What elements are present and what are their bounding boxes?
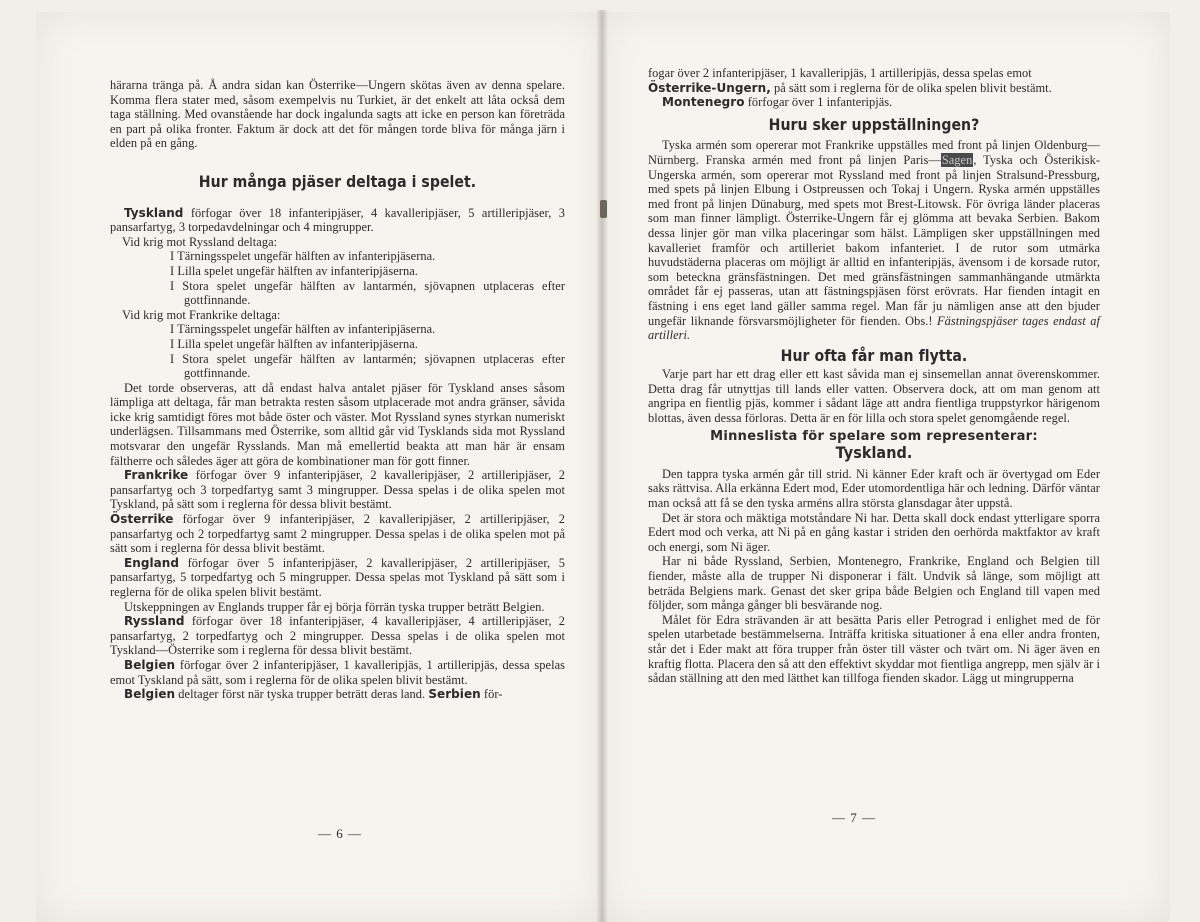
moves-paragraph: Varje part har ett drag eller ett kast såvida man ej sinsemellan annat överenskommer. Detta drag får utnyttjas till lands eller vatten. Observera dock, att om man genom att angripa en fientlig pjäs, kommer i sådant läge att andra fientliga truppstyrkor härigenom blottas, även dessa förloras. Detta är en för lilla och stora spelet genomgående regel. xyxy=(648,367,1100,426)
belgien-lead-2: Belgien xyxy=(124,687,176,702)
list-item: I Lilla spelet ungefär hälften av infanteripjäserna. xyxy=(170,263,418,278)
belgien-serbien-paragraph xyxy=(110,687,565,702)
belgien-text-2: deltager först när tyska trupper beträtt deras land. xyxy=(175,687,429,702)
osterrike-paragraph xyxy=(110,512,565,556)
heading-setup: Huru sker uppställningen? xyxy=(768,114,980,134)
tyskland-lead: Tyskland xyxy=(124,205,184,220)
osterrike-ungern-line xyxy=(648,81,1100,96)
list-item: I Tärningsspelet ungefär hälften av infanteripjäserna. xyxy=(170,249,436,264)
list-item: I Lilla spelet ungefär hälften av infanteripjäserna. xyxy=(170,336,418,351)
observeras-paragraph: Det torde observeras, att då endast halva antalet pjäser för Tyskland anses såsom lämpliga att deltaga, får man betrakta resten såsom utplacerade mot andra gränser, såvida icke krig samtidigt föres mot både öster och väster. Mot Ryssland synes styrkan numeriskt underlägsen. Tillsammans med Österrike, som alltid går vid Tysklands sida mot Ryssland motsvarar den ungefär Rysslands. Man må emellertid beakta att man här är ensam fältherre och således äger att göra de kombinationer man för gott finner. xyxy=(110,380,565,468)
book-gutter xyxy=(596,10,608,922)
list-item: I Tärningsspelet ungefär hälften av infanteripjäserna. xyxy=(170,322,436,337)
tyskland-paragraph xyxy=(110,206,565,235)
utskeppning-paragraph: Utskeppningen av Englands trupper får ej börja förrän tyska trupper beträtt Belgien. xyxy=(124,599,545,614)
list-item: I Stora spelet ungefär hälften av lantarmén, sjövapnen utplaceras efter gottfinnande. xyxy=(170,278,565,308)
memo-paragraph-1: Den tappra tyska armén går till strid. Ni känner Eder kraft och är övertygad om Eder saks rättvisa. Alla erkänna Edert mod, Eder utomordentliga här och ledning. Därför väntar man också att få se den tyska arméns allra största glansdagar åter uppstå. xyxy=(648,466,1100,511)
highlighted-word: Sagen xyxy=(941,152,973,167)
belgien-lead: Belgien xyxy=(124,657,176,672)
osterrike-text: förfogar över 9 infanteripjäser, 2 kavalleripjäser, 2 artilleripjäser, 2 pansarfartyg och 2 torpedfartyg samt 2 mingrupper. Dessa spelas i de olika spelen mot på sätt som i reglerna för dessa blivit bestämt. xyxy=(110,512,565,556)
osterrike-lead: Österrike xyxy=(110,512,174,527)
memo-paragraph-3: Har ni både Ryssland, Serbien, Montenegro, Frankrike, England och Belgien till fiender, måste alla de trupper Ni disponerar i fält. Undvik så länge, som möjligt att beträda Belgiens mark. Genast det sker gripa både Belgien och England till vapen med följder, som många gånger bli besvärande nog. xyxy=(648,554,1100,613)
england-lead: England xyxy=(124,555,180,570)
memo-paragraph-4: Målet för Edra strävanden är att besätta Paris eller Petrograd i enlighet med de för spelen utarbetade bestämmelserna. Inträffa kritiska situationer å ena eller andra fronten, står det i Eder makt att föra trupper från öster till väster och tvärt om. Ni äger även en kraftig flotta. Placera den så att den effektivt skyddar mot fientliga angrepp, men själv är i sådan ställning att den med lätthet kan tillfoga fienden skador. Lägg ut mingrupperna xyxy=(648,612,1100,686)
belgien-text: förfogar över 2 infanteripjäser, 1 kavalleripjäs, 1 artilleripjäs, dessa spelas emot Tyskland på sätt, som i reglerna för de olika spelen blivit bestämt. xyxy=(110,657,565,687)
page-number-left: — 6 — xyxy=(318,826,362,841)
setup-paragraph xyxy=(648,138,1100,342)
serbien-continued: fogar över 2 infanteripjäser, 1 kavalleripjäs, 1 artilleripjäs, dessa spelas emot xyxy=(648,66,1032,80)
frankrike-lead: Frankrike xyxy=(124,468,189,483)
frankrike-paragraph xyxy=(110,468,565,512)
setup-note: Fästningspjäser tages endast af artilleri. xyxy=(648,313,1101,343)
memo-heading: Minneslista för spelare som representerar: xyxy=(710,428,1038,444)
belgien-paragraph xyxy=(110,658,565,687)
heading-pieces: Hur många pjäser deltaga i spelet. xyxy=(198,171,477,191)
serbien-lead: Serbien xyxy=(428,687,481,702)
frankrike-list xyxy=(170,322,565,380)
serbien-text: för- xyxy=(480,687,503,702)
ryssland-list xyxy=(170,249,565,307)
setup-text-a: Tyska armén som opererar mot Frankrike uppställes med front på linjen Oldenburg—Nürnberg. Franska armén med front på linjen Paris— xyxy=(648,138,1100,167)
heading-moves: Hur ofta får man flytta. xyxy=(780,345,968,365)
ryssland-lead: Ryssland xyxy=(124,614,185,629)
ryssland-paragraph xyxy=(110,614,565,658)
osterrike-ungern-text: på sätt som i reglerna för de olika spelen blivit bestämt. xyxy=(770,80,1052,95)
tyskland-heading: Tyskland. xyxy=(835,443,913,463)
staple xyxy=(600,200,607,218)
right-page-text xyxy=(648,66,1100,686)
montenegro-lead: Montenegro xyxy=(662,95,745,110)
left-page-text xyxy=(110,78,565,702)
tyskland-text: förfogar över 18 infanteripjäser, 4 kavalleripjäser, 5 artilleripjäser, 3 pansarfartyg, 3 torpedavdelningar och 4 mingrupper. xyxy=(110,205,565,235)
montenegro-line xyxy=(648,95,1100,110)
page-number-right: — 7 — xyxy=(832,810,876,825)
memo-paragraph-2: Det är stora och mäktiga motståndare Ni har. Detta skall dock endast ytterligare sporra Edert mod och verka, att Ni på en gång kastar i striden den oerhörda maktfaktor av kraft och energi, som Ni äger. xyxy=(648,510,1100,554)
intro-paragraph: härarna tränga på. Å andra sidan kan Österrike—Ungern skötas även av denna spelare. Komma flera stater med, såsom exempelvis nu Turkiet, är det enkelt att låta också dem taga ställning. Med ovanstående har dock ingalunda sagts att icke en person kan företräda en part på olika fronter. Faktum är dock att det för mången torde bliva för många järn i elden på en gång. xyxy=(110,78,565,151)
england-text: förfogar över 5 infanteripjäser, 2 kavalleripjäser, 2 artilleripjäser, 5 pansarfartyg, 5 torpedfartyg och 5 mingrupper. Dessa spelas mot Tyskland på sätt som i reglerna för de olika spelen blivit bestämt. xyxy=(110,555,565,599)
ryssland-text: förfogar över 18 infanteripjäser, 4 kavalleripjäser, 4 artilleripjäser, 2 pansarfartyg, 2 torpedfartyg och 2 mingrupper. Dessa spelas i de olika spelen mot Tyskland—Österrike som i reglerna för dessa blivit bestämt. xyxy=(110,614,565,658)
vid-ryssland: Vid krig mot Ryssland deltaga: xyxy=(122,234,278,249)
osterrike-ungern-lead: Österrike-Ungern, xyxy=(648,80,771,95)
frankrike-text: förfogar över 9 infanteripjäser, 2 kavalleripjäser, 2 artilleripjäser, 2 pansarfartyg och 3 torpedfartyg samt 3 mingrupper. Dessa spelas i de olika spelen mot Tyskland, på sätt som i reglerna för dessa blivit bestämt. xyxy=(110,468,565,512)
england-paragraph xyxy=(110,556,565,600)
setup-text-b: , Tyska och Österikisk-Ungerska armén, som opererar mot Ryssland med front på linjen Stralsund-Pressburg, med spets på linjen Elbung i Ostpreussen och Tokaj i Ungern. Ryska armén uppställes med front på linjen Dünaburg, med spets mot Brest-Litowsk. För övriga länder placeras som man finner lämpligt. Österrike-Ungern får ej glömma att bevaka Serbien. Bakom dessa linjer gör man vilka placeringar som hälst. Lämpligen sker uppställningen med kavalleriet framför och artilleriet bakom infanteriet. I de rutor som utmärka huvudstäderna placeras om möjligt är alltid en infanteripjäs, ävensom i de korsade rutor, som beteckna gränsfästningen. Det med gränsfästningen sammanhängande utmärkta området får ej passeras, utan att fästningspjäsen först erövrats. Har fienden intagit en fästning i ens eget land gäller samma regel. Man får ju nämligen anse att den bjuder ungefär liknande försvarsmöjligheter för fienden. Obs.! xyxy=(648,152,1100,328)
vid-frankrike: Vid krig mot Frankrike deltaga: xyxy=(122,307,281,322)
list-item: I Stora spelet ungefär hälften av lantarmén; sjövapnen utplaceras efter gottfinnande. xyxy=(170,351,565,381)
montenegro-text: förfogar över 1 infanteripjäs. xyxy=(744,95,893,110)
